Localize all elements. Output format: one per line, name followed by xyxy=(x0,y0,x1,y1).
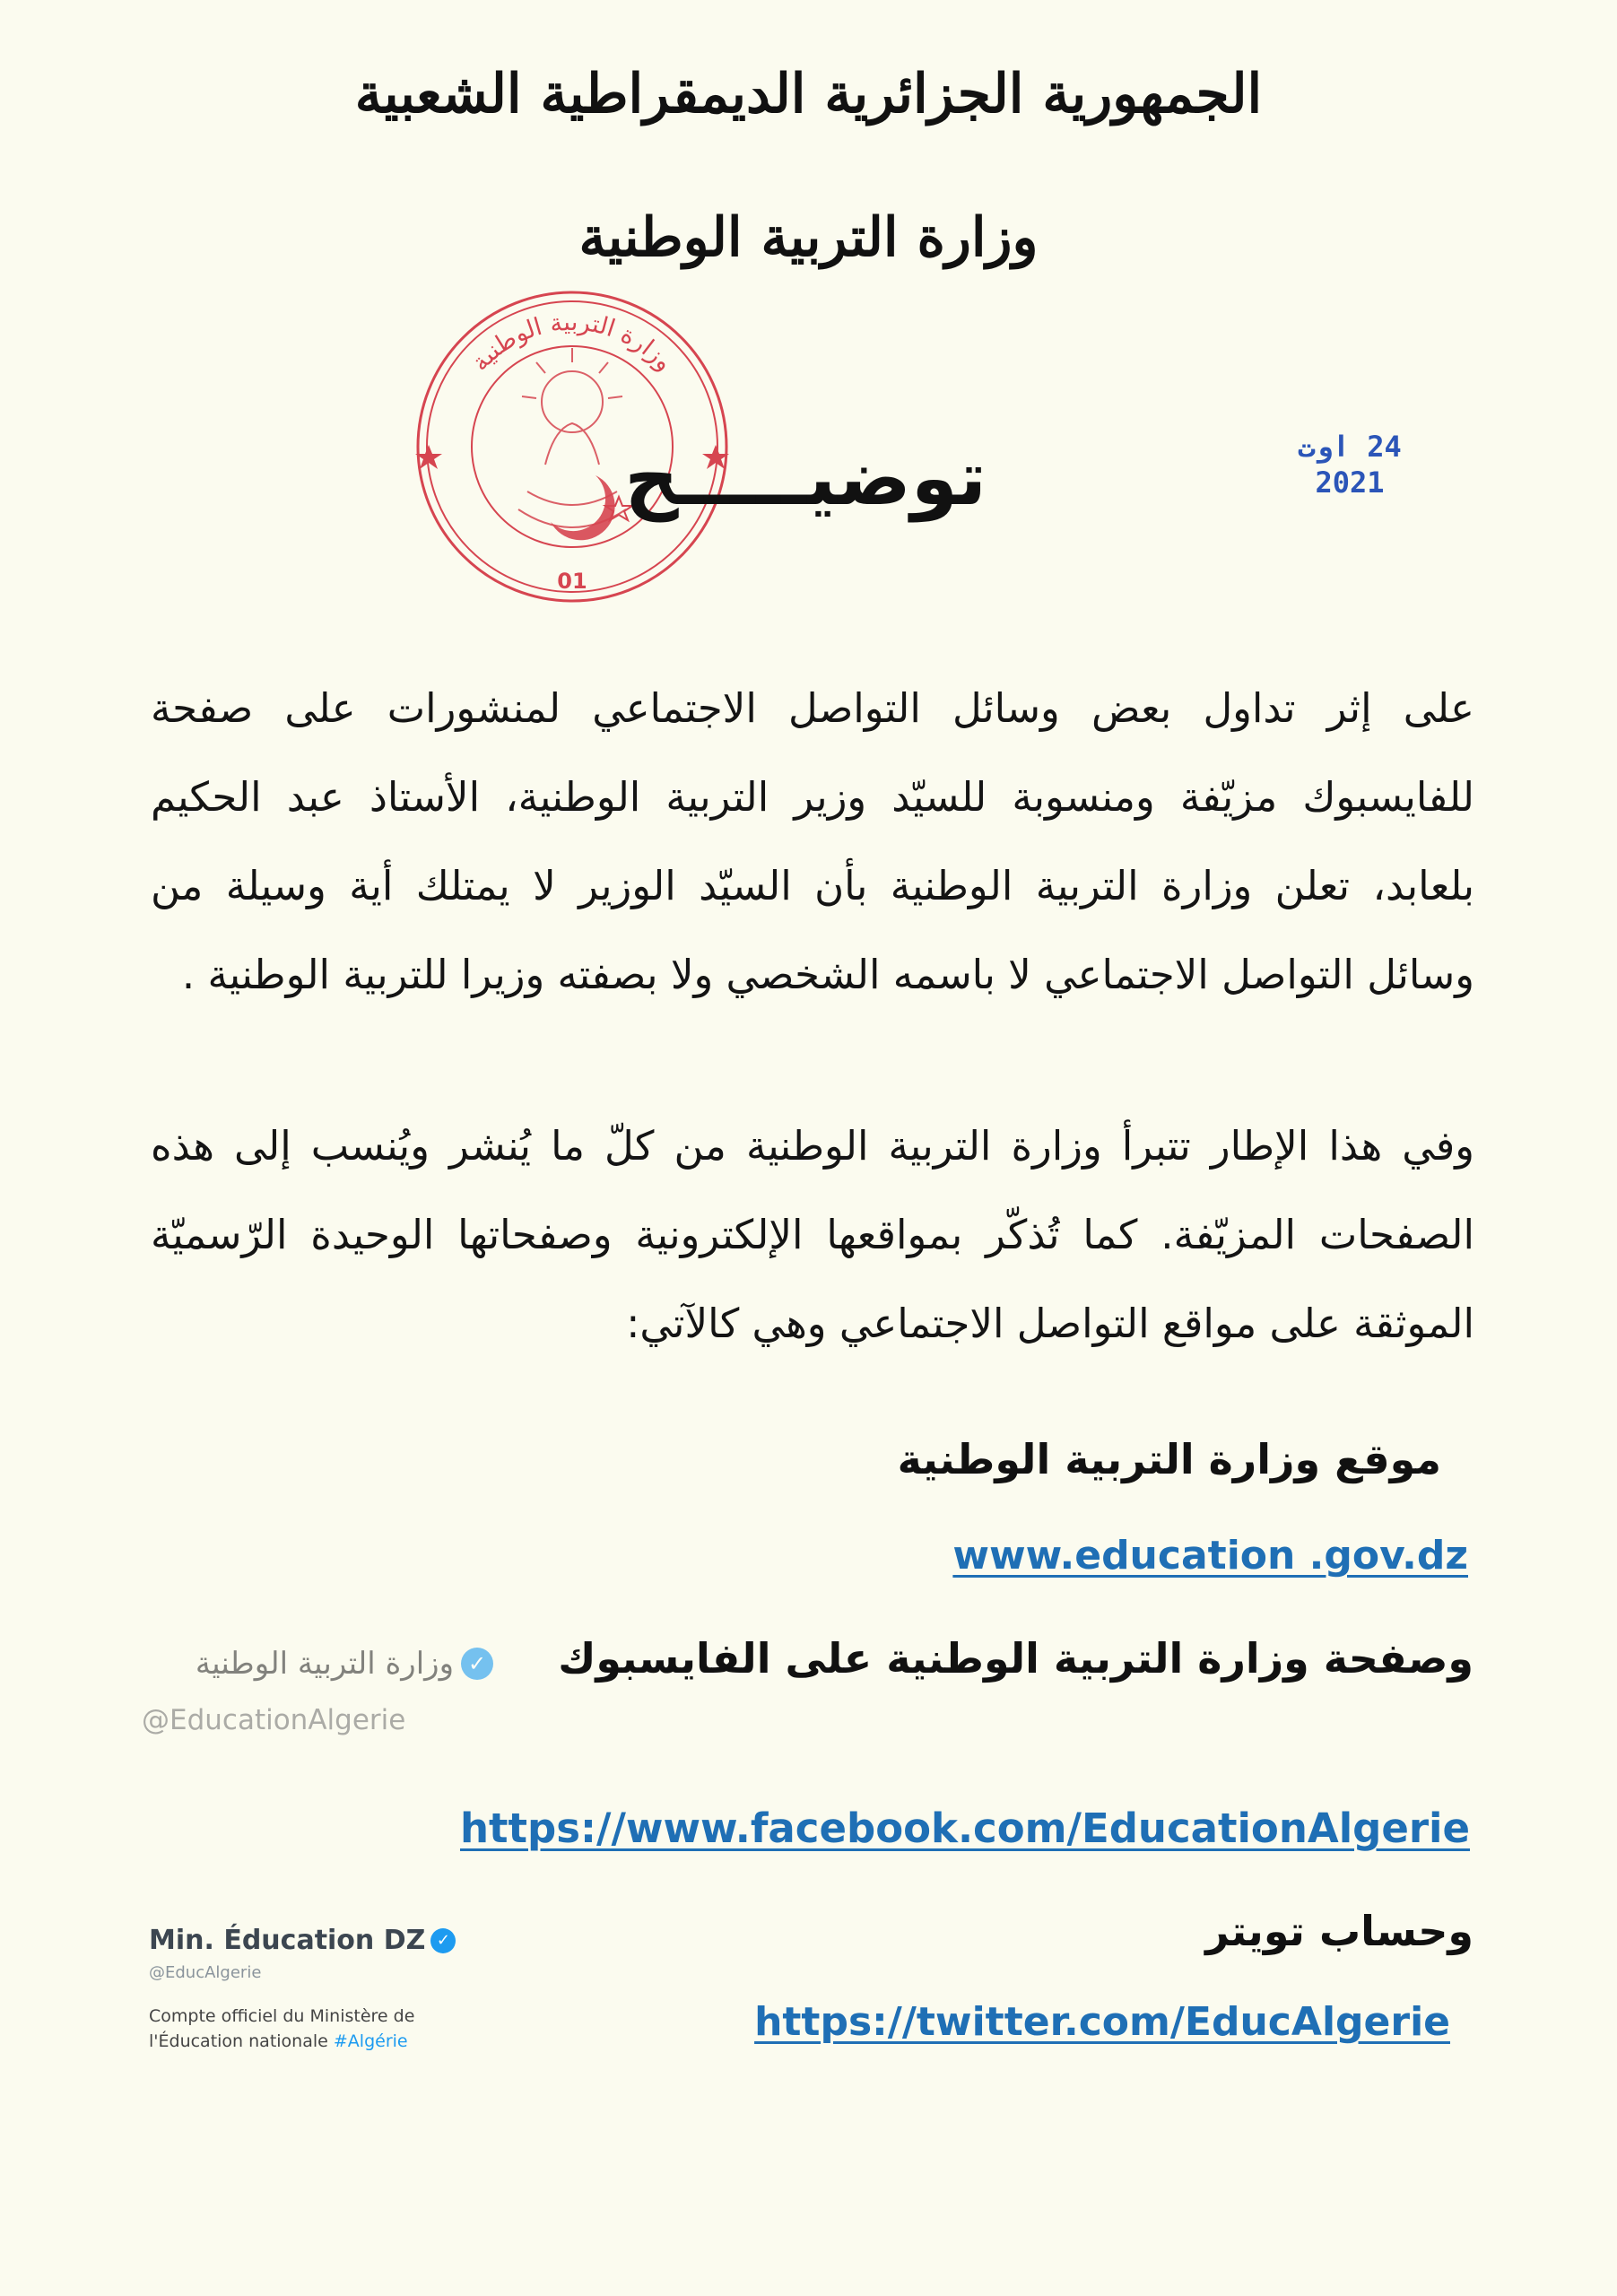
body-paragraph-1: على إثر تداول بعض وسائل التواصل الاجتماعي لمنشورات على صفحة للفايسبوك مزيّفة ومنسوبة للسيّد وزير التربية الوطنية، الأستاذ عبد الحكيم بلعابد، تعلن وزارة التربية الوطنية بأن السيّد الوزير لا يمتلك أية وسيلة من وسائل التواصل الاجتماعي لا باسمه الشخصي ولا بصفته وزيرا للتربية الوطنية . xyxy=(151,684,1474,998)
twitter-card-french-name: Min. Éducation DZ xyxy=(149,1925,426,1956)
twitter-link[interactable]: https://twitter.com/EducAlgerie xyxy=(754,1999,1450,2045)
twitter-card-french-hashtag[interactable]: #Algérie xyxy=(333,2031,408,2051)
facebook-link[interactable]: https://www.facebook.com/EducationAlgerie xyxy=(459,1805,1470,1852)
ministry-header: وزارة التربية الوطنية xyxy=(578,206,1039,269)
facebook-label: وصفحة وزارة التربية الوطنية على الفايسبوك xyxy=(558,1634,1474,1683)
svg-text:وزارة التربية الوطنية xyxy=(466,309,678,377)
verified-badge-icon: ✓ xyxy=(461,1648,493,1680)
twitter-card-arabic-handle: @EducationAlgerie xyxy=(142,1704,406,1736)
body-paragraph-2: وفي هذا الإطار تتبرأ وزارة التربية الوطنية من كلّ ما يُنشر ويُنسب إلى هذه الصفحات المزيّفة. كما تُذكّر بمواقعها الإلكترونية وصفحاتها الوحيدة الرّسميّة الموثقة على مواقع التواصل الاجتماعي وهي كالآتي: xyxy=(151,1122,1474,1347)
twitter-card-french xyxy=(143,1921,493,2065)
website-label: موقع وزارة التربية الوطنية xyxy=(897,1435,1441,1483)
seal-ring-text: وزارة التربية الوطنية xyxy=(465,308,679,377)
twitter-label: وحساب تويتر xyxy=(1205,1907,1474,1955)
date-stamp: 24 اوت 2021 xyxy=(1298,430,1402,500)
document-title: توضيـــــح xyxy=(624,434,987,522)
twitter-card-french-bio: Compte officiel du Ministère de l'Éducation nationale xyxy=(149,2006,415,2051)
twitter-card-arabic-name: وزارة التربية الوطنية xyxy=(195,1646,454,1682)
republic-header: الجمهورية الجزائرية الديمقراطية الشعبية xyxy=(354,63,1263,126)
verified-badge-icon: ✓ xyxy=(430,1928,456,1953)
seal-number: 01 xyxy=(557,569,587,594)
twitter-card-arabic-name-row xyxy=(196,1641,493,1686)
twitter-card-french-bio-block xyxy=(149,2004,490,2054)
twitter-card-arabic xyxy=(135,1641,493,1776)
twitter-card-french-name-row xyxy=(149,1921,456,1961)
twitter-card-french-handle: @EducAlgerie xyxy=(149,1963,262,1982)
website-link[interactable]: www.education .gov.dz xyxy=(952,1533,1468,1578)
